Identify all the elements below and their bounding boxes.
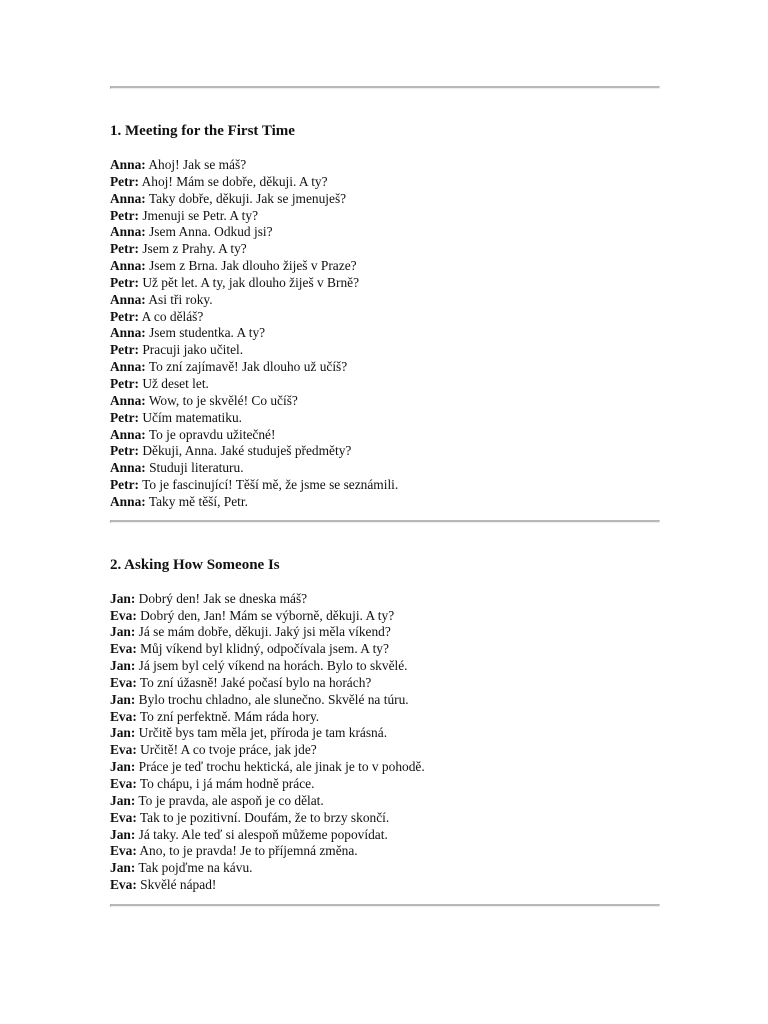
dialogue-line [110,393,658,410]
speaker-name: Jan: [110,826,136,842]
dialogue-line [110,477,658,494]
dialogue-line [110,608,658,625]
dialogue-line [110,427,658,444]
dialogue-line [110,759,658,776]
utterance-text: Já se mám dobře, děkuji. Jaký jsi měla víkend? [135,624,391,640]
utterance-text: Tak pojďme na kávu. [135,860,253,876]
utterance-text: Práce je teď trochu hektická, ale jinak je to v pohodě. [135,759,425,775]
dialogue-line [110,776,658,793]
speaker-name: Eva: [110,809,137,825]
dialogue-line [110,309,658,326]
dialogue-line [110,359,658,376]
utterance-text: Ano, to je pravda! Je to příjemná změna. [136,843,358,859]
speaker-name: Petr: [110,274,139,290]
speaker-name: Anna: [110,291,146,307]
dialogue-line [110,342,658,359]
utterance-text: Ahoj! Jak se máš? [145,157,247,172]
section-title: 1. Meeting for the First Time [110,123,295,139]
speaker-name: Jan: [110,658,136,674]
speaker-name: Petr: [110,409,139,425]
dialogue-line [110,376,658,393]
utterance-text: Určitě bys tam měla jet, příroda je tam krásná. [135,725,388,741]
utterance-text: Studuji literaturu. [145,460,244,476]
dialogue-line [110,443,658,460]
dialogue-line [110,810,658,827]
speaker-name: Eva: [110,641,137,657]
dialogue-line [110,410,658,427]
speaker-name: Petr: [110,375,139,391]
document-page [110,0,658,907]
utterance-text: Jsem z Brna. Jak dlouho žiješ v Praze? [145,258,357,274]
dialogue-line [110,325,658,342]
dialogue-line [110,591,658,608]
section-meeting-first-time [110,122,658,511]
dialogue-line [110,742,658,759]
speaker-name: Jan: [110,860,136,876]
speaker-name: Anna: [110,325,146,341]
dialogue-line [110,860,658,877]
speaker-name: Eva: [110,776,137,791]
utterance-text: To zní zajímavě! Jak dlouho už učíš? [145,359,348,375]
dialogue-line [110,174,658,191]
dialogue-line [110,208,658,225]
speaker-name: Jan: [110,691,136,707]
speaker-name: Petr: [110,241,139,257]
dialogue-line [110,157,658,174]
speaker-name: Anna: [110,460,146,476]
speaker-name: Eva: [110,674,137,690]
utterance-text: Dobrý den! Jak se dneska máš? [135,590,308,606]
utterance-text: A co děláš? [139,308,204,324]
utterance-text: Pracuji jako učitel. [139,342,244,358]
utterance-text: Jsem Anna. Odkud jsi? [145,224,273,240]
speaker-name: Petr: [110,308,139,324]
utterance-text: Děkuji, Anna. Jaké studuješ předměty? [139,443,352,459]
speaker-name: Anna: [110,392,146,408]
dialogue-line [110,641,658,658]
dialogue-line [110,624,658,641]
utterance-text: To zní perfektně. Mám ráda hory. [136,708,320,724]
utterance-text: To chápu, i já mám hodně práce. [136,776,315,791]
dialogue-line [110,292,658,309]
speaker-name: Eva: [110,607,137,623]
utterance-text: To je pravda, ale aspoň je co dělat. [135,792,324,808]
utterance-text: Já taky. Ale teď si alespoň můžeme popovídat. [135,826,388,842]
speaker-name: Anna: [110,493,146,509]
speaker-name: Eva: [110,877,137,893]
divider [110,520,660,523]
dialogue-line [110,258,658,275]
utterance-text: Bylo trochu chladno, ale slunečno. Skvělé na túru. [135,691,409,707]
utterance-text: Já jsem byl celý víkend na horách. Bylo to skvělé. [135,658,408,674]
dialogue [110,157,658,511]
dialogue-line [110,827,658,844]
section-title: 2. Asking How Someone Is [110,556,280,573]
speaker-name: Petr: [110,342,139,358]
speaker-name: Eva: [110,843,137,859]
speaker-name: Eva: [110,708,137,724]
dialogue-line [110,494,658,511]
utterance-text: To je opravdu užitečné! [145,426,276,442]
utterance-text: Dobrý den, Jan! Mám se výborně, děkuji. A ty? [136,607,395,623]
dialogue-line [110,275,658,292]
dialogue-line [110,725,658,742]
utterance-text: Jsem studentka. A ty? [145,325,266,341]
dialogue-line [110,877,658,894]
utterance-text: Jsem z Prahy. A ty? [139,241,247,257]
dialogue-line [110,793,658,810]
dialogue-line [110,692,658,709]
utterance-text: Jmenuji se Petr. A ty? [139,207,259,223]
dialogue-line [110,191,658,208]
speaker-name: Eva: [110,742,137,758]
divider [110,86,660,89]
utterance-text: Taky mě těší, Petr. [145,493,248,509]
dialogue-line [110,658,658,675]
dialogue [110,591,658,894]
utterance-text: Už deset let. [139,375,209,391]
speaker-name: Petr: [110,477,139,493]
utterance-text: Učím matematiku. [139,409,243,425]
utterance-text: Určitě! A co tvoje práce, jak jde? [136,742,317,758]
dialogue-line [110,224,658,241]
speaker-name: Anna: [110,258,146,274]
utterance-text: Taky dobře, děkuji. Jak se jmenuješ? [145,190,347,206]
speaker-name: Petr: [110,207,139,223]
speaker-name: Anna: [110,190,146,206]
speaker-name: Anna: [110,157,146,172]
speaker-name: Jan: [110,759,136,775]
section-asking-how-someone-is [110,556,658,894]
utterance-text: Asi tři roky. [145,291,213,307]
speaker-name: Jan: [110,792,136,808]
utterance-text: Tak to je pozitivní. Doufám, že to brzy skončí. [136,809,390,825]
speaker-name: Petr: [110,443,139,459]
dialogue-line [110,843,658,860]
dialogue-line [110,675,658,692]
speaker-name: Anna: [110,224,146,240]
utterance-text: Můj víkend byl klidný, odpočívala jsem. A ty? [136,641,389,657]
speaker-name: Anna: [110,426,146,442]
speaker-name: Jan: [110,590,136,606]
utterance-text: Skvělé nápad! [136,877,217,893]
dialogue-line [110,460,658,477]
utterance-text: Ahoj! Mám se dobře, děkuji. A ty? [139,173,328,189]
dialogue-line [110,241,658,258]
speaker-name: Jan: [110,624,136,640]
dialogue-line [110,709,658,726]
utterance-text: To je fascinující! Těší mě, že jsme se seznámili. [139,477,399,493]
utterance-text: To zní úžasně! Jaké počasí bylo na horách? [136,674,372,690]
speaker-name: Jan: [110,725,136,741]
utterance-text: Wow, to je skvělé! Co učíš? [145,392,298,408]
speaker-name: Petr: [110,173,139,189]
speaker-name: Anna: [110,359,146,375]
divider [110,904,660,907]
utterance-text: Už pět let. A ty, jak dlouho žiješ v Brně? [139,274,360,290]
